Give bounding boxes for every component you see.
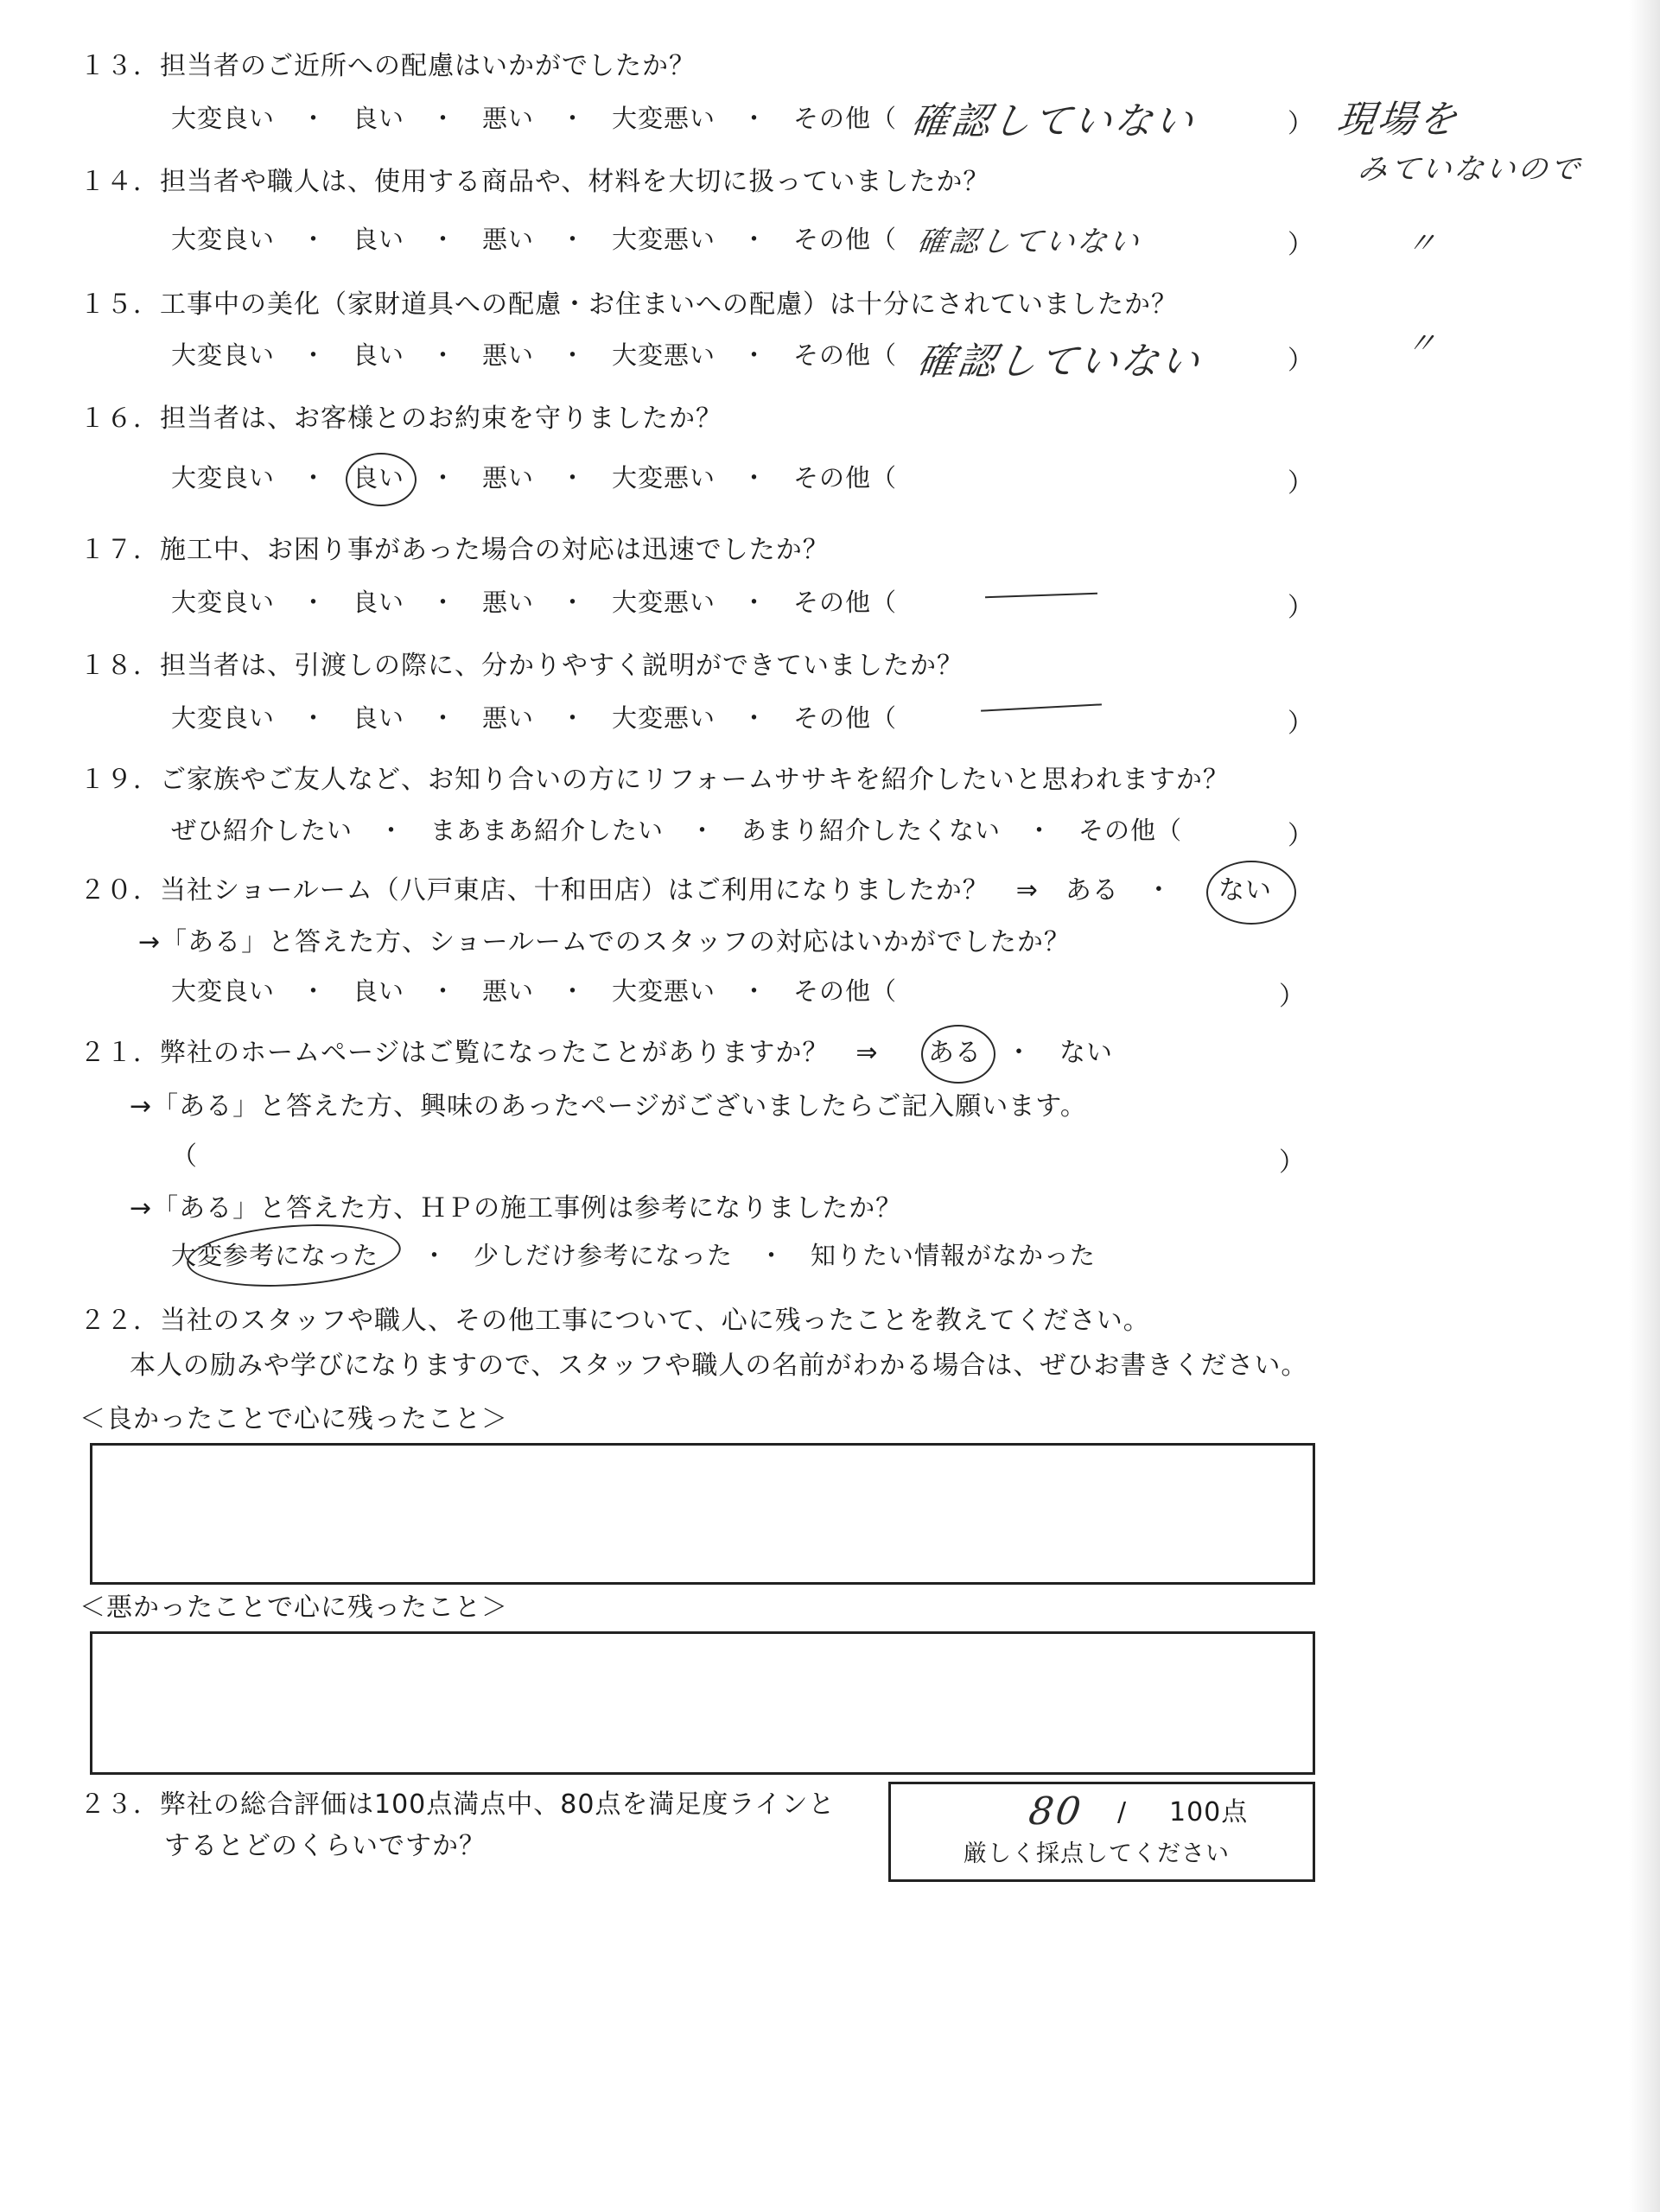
- q20-question: ２０．当社ショールーム（八戸東店、十和田店）はご利用になりましたか？ ⇒ ある ・: [80, 875, 1173, 906]
- q23-note: 厳しく採点してください: [964, 1840, 1230, 1867]
- q18-question: １８．担当者は、引渡しの際に、分かりやすく説明ができていましたか？: [80, 651, 964, 681]
- q22-line2: 本人の励みや学びになりますので、スタッフや職人の名前がわかる場合は、ぜひお書きください。: [130, 1351, 1308, 1381]
- q15-handwritten-answer: 確認していない: [913, 340, 1205, 384]
- q22-good-textbox[interactable]: [90, 1443, 1315, 1585]
- q21-sub1: →「ある」と答えた方、興味のあったページがございましたらご記入願います。: [130, 1091, 1087, 1122]
- q16-close-paren: ）: [1288, 468, 1313, 499]
- q16-selected-circle: [346, 453, 417, 506]
- q21-choice-very-helpful[interactable]: 大変参考になった: [171, 1241, 379, 1270]
- q18-dash-mark: [981, 703, 1102, 711]
- q14-question: １４．担当者や職人は、使用する商品や、材料を大切に扱っていましたか？: [80, 167, 990, 197]
- q21-choice-circle: [185, 1217, 403, 1293]
- q13-close-paren: ）: [1288, 109, 1313, 139]
- q22-good-label: ＜良かったことで心に残ったこと＞: [80, 1404, 508, 1434]
- q21-open-paren: （: [171, 1141, 198, 1172]
- q13-handwritten-answer: 確認していない: [907, 99, 1199, 143]
- q16-options[interactable]: 大変良い ・ 良い ・ 悪い ・ 大変悪い ・ その他（: [171, 463, 898, 493]
- q21-choice-rest[interactable]: ・ 少しだけ参考になった ・ 知りたい情報がなかった: [422, 1241, 1097, 1270]
- q17-options[interactable]: 大変良い ・ 良い ・ 悪い ・ 大変悪い ・ その他（: [171, 588, 898, 617]
- q23-question-line1: ２３．弊社の総合評価は100点満点中、80点を満足度ラインと: [80, 1789, 836, 1820]
- q19-question: １９．ご家族やご友人など、お知り合いの方にリフォームササキを紹介したいと思われますか？: [80, 765, 1230, 795]
- q14-margin-ditto: 〃: [1403, 226, 1441, 261]
- q17-dash-mark: [985, 593, 1097, 599]
- q17-close-paren: ）: [1288, 593, 1313, 623]
- q22-bad-label: ＜悪かったことで心に残ったこと＞: [80, 1592, 508, 1623]
- q20-answer-no[interactable]: ない: [1218, 875, 1272, 906]
- q14-options[interactable]: 大変良い ・ 良い ・ 悪い ・ 大変悪い ・ その他（: [171, 225, 898, 254]
- q15-close-paren: ）: [1288, 346, 1313, 376]
- q13-options[interactable]: 大変良い ・ 良い ・ 悪い ・ 大変悪い ・ その他（: [171, 104, 898, 133]
- q23-max-score: 100点: [1169, 1797, 1249, 1827]
- q19-options[interactable]: ぜひ紹介したい ・ まあまあ紹介したい ・ あまり紹介したくない ・ その他（: [171, 816, 1183, 845]
- q13-question: １３．担当者のご近所への配慮はいかがでしたか？: [80, 51, 696, 81]
- q19-close-paren: ）: [1288, 821, 1313, 851]
- q13-margin-note-2: みていないので: [1355, 152, 1585, 187]
- q15-options[interactable]: 大変良い ・ 良い ・ 悪い ・ 大変悪い ・ その他（: [171, 340, 898, 370]
- q21-close-paren: ）: [1279, 1147, 1305, 1178]
- q13-margin-note-1: 現場を: [1333, 98, 1462, 142]
- q23-question-line2: するとどのくらいですか？: [164, 1831, 486, 1861]
- q21-sub2: →「ある」と答えた方、ＨＰの施工事例は参考になりましたか？: [130, 1193, 903, 1224]
- q21-selected-circle: [921, 1025, 995, 1084]
- q20-selected-circle: [1206, 861, 1296, 925]
- q15-question: １５．工事中の美化（家財道具への配慮・お住まいへの配慮）は十分にされていましたか？: [80, 289, 1178, 320]
- q18-options[interactable]: 大変良い ・ 良い ・ 悪い ・ 大変悪い ・ その他（: [171, 703, 898, 733]
- q22-question: ２２．当社のスタッフや職人、その他工事について、心に残ったことを教えてください。: [80, 1306, 1150, 1336]
- q21-answer-yes[interactable]: ある: [928, 1038, 982, 1068]
- q15-margin-ditto: 〃: [1403, 327, 1441, 361]
- q17-question: １７．施工中、お困り事があった場合の対応は迅速でしたか？: [80, 535, 830, 565]
- q20-sub: →「ある」と答えた方、ショールームでのスタッフの対応はいかがでしたか？: [138, 927, 1071, 957]
- q18-close-paren: ）: [1288, 709, 1313, 739]
- q16-question: １６．担当者は、お客様とのお約束を守りましたか？: [80, 404, 722, 434]
- q14-close-paren: ）: [1288, 230, 1313, 260]
- q23-score-value: 80: [1026, 1789, 1086, 1834]
- page-edge-shadow: [1629, 0, 1660, 2212]
- q20-close-paren: ）: [1279, 982, 1305, 1012]
- q23-slash: /: [1117, 1797, 1128, 1827]
- q23-score-box[interactable]: [888, 1782, 1315, 1882]
- q20-options[interactable]: 大変良い ・ 良い ・ 悪い ・ 大変悪い ・ その他（: [171, 976, 898, 1006]
- q22-bad-textbox[interactable]: [90, 1631, 1315, 1775]
- q14-handwritten-answer: 確認していない: [914, 225, 1144, 259]
- q21-answer-tail[interactable]: ・ ない: [1006, 1038, 1113, 1068]
- q21-question: ２１．弊社のホームページはご覧になったことがありますか？ ⇒: [80, 1038, 879, 1068]
